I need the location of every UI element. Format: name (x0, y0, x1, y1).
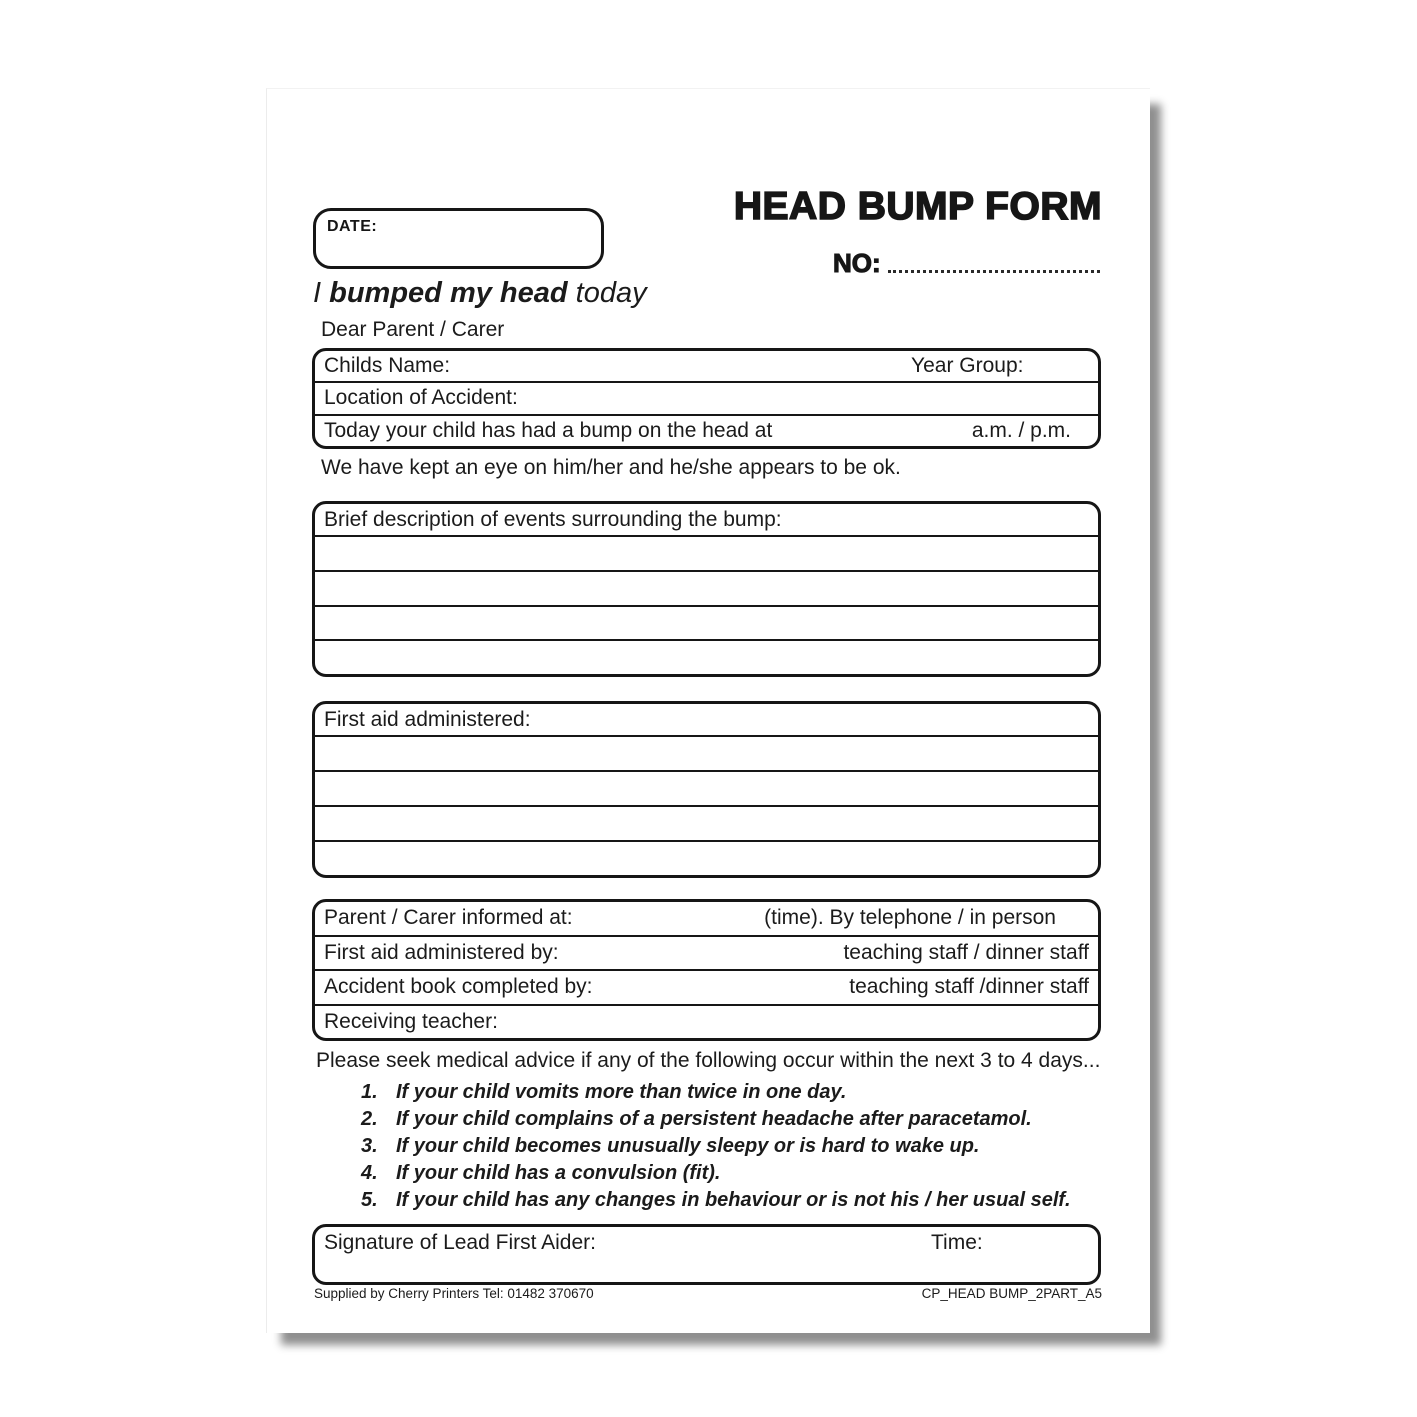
description-box (312, 501, 1101, 677)
location-label: Location of Accident: (324, 386, 518, 410)
page-title: HEAD BUMP FORM (733, 185, 1102, 228)
form-number-row (833, 244, 1100, 276)
advice-intro: Please seek medical advice if any of the following occur within the next 3 to 4 days... (316, 1049, 1101, 1072)
first-aid-by-label: First aid administered by: (324, 940, 559, 964)
table-row (315, 1006, 1098, 1039)
advice-item: If your child vomits more than twice in one day. (396, 1081, 847, 1103)
no-dotted-line (888, 270, 1100, 273)
childs-name-label: Childs Name: (324, 354, 451, 378)
write-line (315, 607, 1098, 642)
table-row (315, 383, 1098, 415)
first-aid-by-options: teaching staff / dinner staff (843, 940, 1089, 964)
notification-table (312, 899, 1101, 1041)
table-row (315, 971, 1098, 1006)
first-aid-box (312, 701, 1101, 878)
date-field-box (313, 208, 604, 269)
signature-box (312, 1224, 1101, 1285)
year-group-label: Year Group: (911, 354, 1024, 378)
write-line (315, 772, 1098, 807)
write-line (315, 737, 1098, 772)
time-label: Time: (931, 1231, 983, 1254)
first-aid-header: First aid administered: (315, 704, 1098, 737)
accident-book-label: Accident book completed by: (324, 975, 593, 999)
no-label: NO: (833, 248, 881, 278)
signature-label: Signature of Lead First Aider: (324, 1231, 596, 1254)
advice-item: If your child has a convulsion (fit). (396, 1162, 721, 1184)
receiving-teacher-label: Receiving teacher: (324, 1009, 498, 1033)
table-row (315, 351, 1098, 383)
tagline-bold: bumped my head (329, 277, 568, 309)
date-label: DATE: (327, 218, 378, 235)
accident-book-options: teaching staff /dinner staff (849, 975, 1089, 999)
child-info-table (312, 348, 1101, 449)
supplier-credit: Supplied by Cherry Printers Tel: 01482 370670 (314, 1286, 594, 1301)
informed-at-options: (time). By telephone / in person (764, 906, 1056, 930)
table-row (315, 416, 1098, 446)
advice-item: If your child becomes unusually sleepy or is hard to wake up. (396, 1135, 980, 1157)
write-line (315, 641, 1098, 674)
form-sheet (266, 88, 1150, 1333)
advice-list (361, 1083, 1110, 1218)
write-line (315, 807, 1098, 842)
tagline (313, 277, 647, 310)
reassurance-text: We have kept an eye on him/her and he/she appears to be ok. (321, 456, 901, 479)
table-row (315, 937, 1098, 972)
informed-at-label: Parent / Carer informed at: (324, 906, 573, 930)
product-code: CP_HEAD BUMP_2PART_A5 (921, 1286, 1102, 1301)
table-row (315, 902, 1098, 937)
write-line (315, 537, 1098, 572)
bump-time-label: Today your child has had a bump on the head at (324, 418, 773, 442)
tagline-post: today (567, 277, 647, 309)
salutation: Dear Parent / Carer (321, 318, 505, 341)
advice-item: If your child complains of a persistent headache after paracetamol. (396, 1108, 1032, 1130)
tagline-pre: I (313, 277, 330, 309)
write-line (315, 572, 1098, 607)
description-header: Brief description of events surrounding the bump: (315, 504, 1098, 537)
write-line (315, 842, 1098, 875)
am-pm-label: a.m. / p.m. (971, 418, 1071, 442)
advice-item: If your child has any changes in behaviour or is not his / her usual self. (396, 1189, 1071, 1211)
